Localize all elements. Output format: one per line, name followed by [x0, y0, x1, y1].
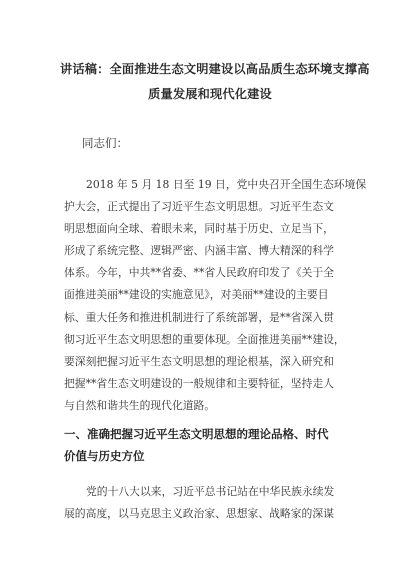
paragraph-line: 与自然和谐共生的现代化道路。 [64, 398, 216, 412]
paragraph-line: 把握**省生态文明建设的一般规律和主要特征，坚持走人 [64, 376, 334, 390]
document-title [60, 57, 370, 107]
paragraph-line: 标、重大任务和推进机制进行了系统部署，是**省深入贯 [64, 310, 334, 324]
title-line: 讲话稿：全面推进生态文明建设以高品质生态环境支撑高 [60, 62, 370, 76]
paragraph-2 [64, 481, 349, 525]
paragraph-line: 彻习近平生态文明思想的重要体现。全面推进美丽**建设， [64, 332, 345, 346]
paragraph-line: 党的十八大以来，习近平总书记站在中华民族永续发 [86, 485, 335, 498]
section-heading [64, 423, 354, 467]
paragraph-line: 面推进美丽**建设的实施意见》，对美丽**建设的主要目 [64, 288, 329, 302]
paragraph-line: 要深刻把握习近平生态文明思想的理论根基，深入研究和 [64, 354, 334, 368]
paragraph-line: 护大会，正式提出了习近平生态文明思想。习近平生态文 [64, 200, 334, 214]
paragraph-line: 体系。今年，中共**省委、**省人民政府印发了《关于全 [64, 266, 334, 280]
paragraph-line: 展的高度，以马克思主义政治家、思想家、战略家的深谋 [64, 507, 334, 521]
paragraph-line: 形成了系统完整、逻辑严密、内涵丰富、博大精深的科学 [64, 244, 334, 258]
paragraph-1 [64, 174, 367, 417]
paragraph-line: 明思想面向全球、着眼未来，同时基于历史、立足当下， [64, 222, 334, 236]
title-line: 质量发展和现代化建设 [148, 87, 272, 101]
heading-line: 价值与历史方位 [64, 449, 145, 463]
greeting: 同志们： [82, 136, 128, 150]
paragraph-line: 2018 年 5 月 18 日至 19 日，党中央召开全国生态环境保 [86, 178, 367, 191]
heading-line: 一、准确把握习近平生态文明思想的理论品格、时代 [64, 427, 329, 441]
